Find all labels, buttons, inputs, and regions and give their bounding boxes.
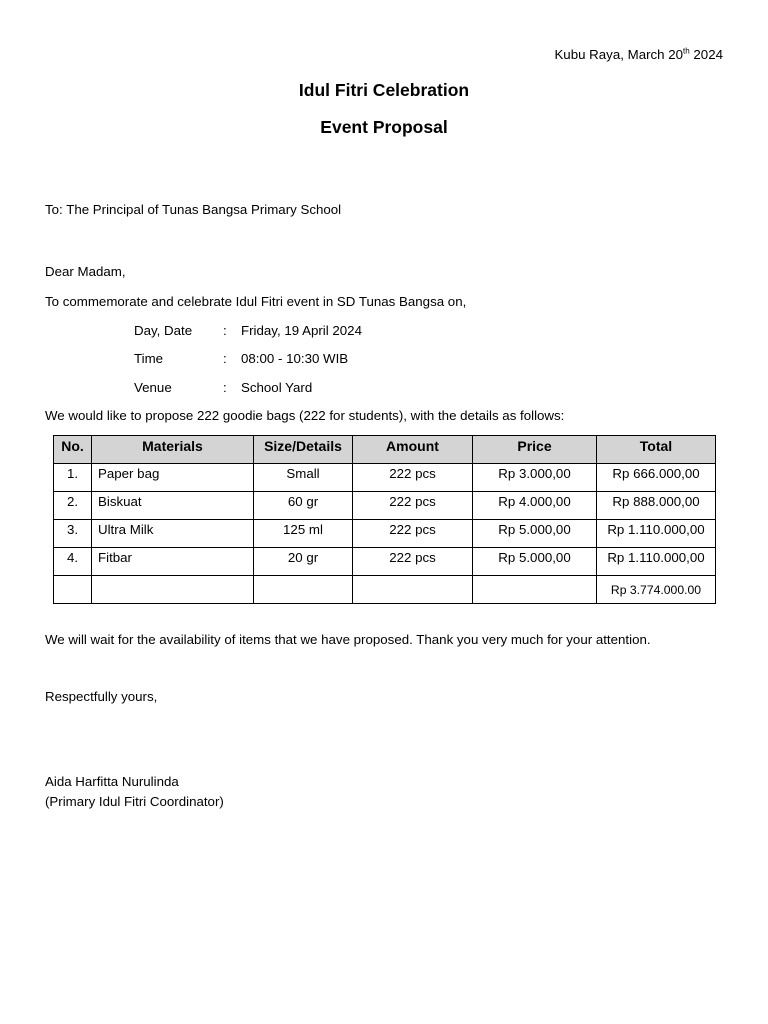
cell-size: 20 gr bbox=[254, 548, 353, 576]
signer-name: Aida Harfitta Nurulinda bbox=[45, 774, 179, 789]
table-row bbox=[54, 464, 716, 492]
cell-empty bbox=[92, 576, 254, 604]
cell-price: Rp 4.000,00 bbox=[473, 492, 597, 520]
column-header-materials: Materials bbox=[92, 436, 254, 464]
cell-price: Rp 3.000,00 bbox=[473, 464, 597, 492]
cell-no: 1. bbox=[54, 464, 92, 492]
cell-amount: 222 pcs bbox=[353, 548, 473, 576]
salutation: Dear Madam, bbox=[45, 264, 126, 279]
place-date-text: Kubu Raya, March 20 bbox=[554, 47, 684, 62]
cell-total: Rp 1.110.000,00 bbox=[597, 548, 716, 576]
cell-empty bbox=[353, 576, 473, 604]
cell-price: Rp 5.000,00 bbox=[473, 548, 597, 576]
cell-no: 4. bbox=[54, 548, 92, 576]
cell-amount: 222 pcs bbox=[353, 520, 473, 548]
cell-material: Biskuat bbox=[92, 492, 254, 520]
cell-empty bbox=[54, 576, 92, 604]
table-row bbox=[54, 548, 716, 576]
proposal-paragraph: We would like to propose 222 goodie bags (222 for students), with the details as follows: bbox=[45, 408, 565, 423]
cell-empty bbox=[473, 576, 597, 604]
column-header-price: Price bbox=[473, 436, 597, 464]
document-subtitle: Event Proposal bbox=[320, 117, 448, 137]
detail-value-venue: School Yard bbox=[241, 380, 313, 395]
column-header-amount: Amount bbox=[353, 436, 473, 464]
cell-total: Rp 1.110.000,00 bbox=[597, 520, 716, 548]
detail-label-time: Time bbox=[134, 351, 164, 366]
table-row bbox=[54, 492, 716, 520]
place-date-year: 2024 bbox=[689, 47, 723, 62]
place-date bbox=[554, 47, 723, 62]
cell-size: 60 gr bbox=[254, 492, 353, 520]
signer-role: (Primary Idul Fitri Coordinator) bbox=[45, 794, 224, 809]
table-total-row bbox=[54, 576, 716, 604]
document-title: Idul Fitri Celebration bbox=[298, 80, 470, 100]
detail-colon: : bbox=[223, 323, 227, 338]
cell-material: Fitbar bbox=[92, 548, 254, 576]
cell-size: 125 ml bbox=[254, 520, 353, 548]
table-header-row bbox=[54, 436, 716, 464]
cell-total: Rp 888.000,00 bbox=[597, 492, 716, 520]
cell-material: Paper bag bbox=[92, 464, 254, 492]
cell-no: 2. bbox=[54, 492, 92, 520]
column-header-total: Total bbox=[597, 436, 716, 464]
intro-paragraph: To commemorate and celebrate Idul Fitri event in SD Tunas Bangsa on, bbox=[45, 294, 467, 309]
cell-price: Rp 5.000,00 bbox=[473, 520, 597, 548]
recipient-line: To: The Principal of Tunas Bangsa Primary School bbox=[45, 202, 342, 217]
cell-amount: 222 pcs bbox=[353, 492, 473, 520]
cell-total: Rp 666.000,00 bbox=[597, 464, 716, 492]
closing-paragraph: We will wait for the availability of items that we have proposed. Thank you very much for your attention. bbox=[45, 632, 651, 647]
detail-colon: : bbox=[223, 380, 227, 395]
table-row bbox=[54, 520, 716, 548]
items-table bbox=[53, 435, 716, 604]
cell-size: Small bbox=[254, 464, 353, 492]
cell-material: Ultra Milk bbox=[92, 520, 254, 548]
detail-label-venue: Venue bbox=[134, 380, 172, 395]
detail-value-day-date: Friday, 19 April 2024 bbox=[241, 323, 362, 338]
cell-empty bbox=[254, 576, 353, 604]
detail-value-time: 08:00 - 10:30 WIB bbox=[241, 351, 349, 366]
cell-amount: 222 pcs bbox=[353, 464, 473, 492]
grand-total-cell: Rp 3.774.000.00 bbox=[597, 576, 716, 604]
cell-no: 3. bbox=[54, 520, 92, 548]
detail-colon: : bbox=[223, 351, 227, 366]
date-ordinal-suffix: th bbox=[683, 46, 690, 56]
complimentary-close: Respectfully yours, bbox=[45, 689, 158, 704]
column-header-size-details: Size/Details bbox=[254, 436, 353, 464]
detail-label-day-date: Day, Date bbox=[134, 323, 193, 338]
column-header-no: No. bbox=[54, 436, 92, 464]
